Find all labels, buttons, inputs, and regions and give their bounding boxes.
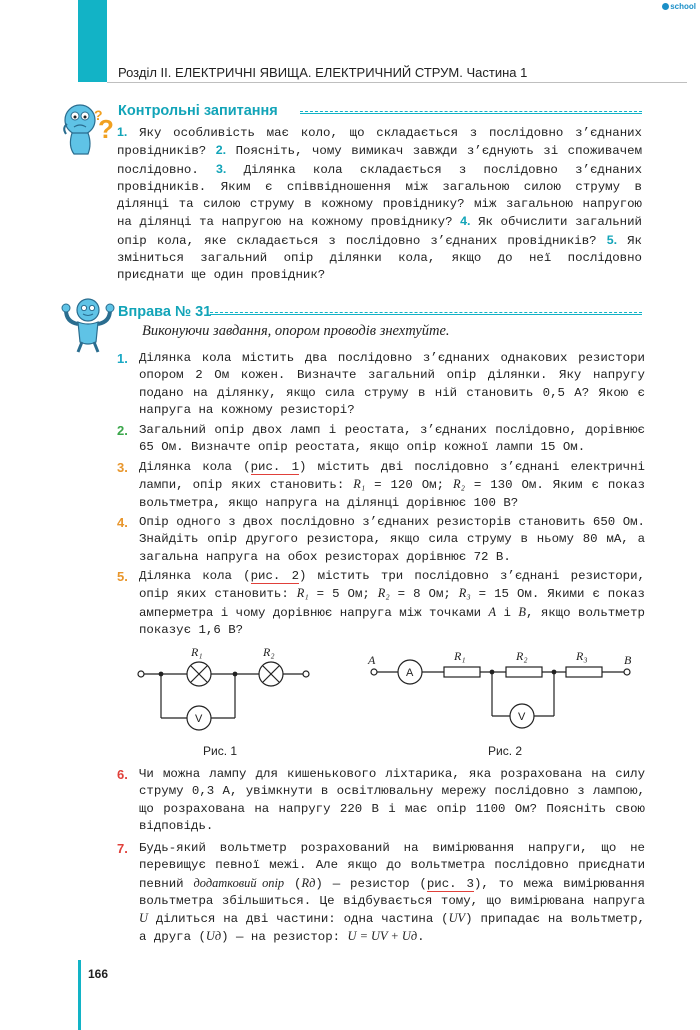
task-4 <box>117 514 645 566</box>
exercise-title: Вправа № 31 <box>118 304 212 320</box>
questions-paragraph <box>117 124 642 285</box>
header-divider <box>107 82 687 83</box>
task-number: 4. <box>117 515 128 530</box>
question-number: 2. <box>215 143 227 158</box>
task-text: Будь-який вольтметр розрахований на вимірювання напруги, що не перевищує певної межі. Але якщо до вольтметра послідовно приєднати певний додатковий опір (Rд) — резистор (рис. 3), то межа вимірювання вольтметра збільшиться. Це відбувається тому, що вимірювана напруга U ділиться на дві частини: одна частина (UV) припадає на вольтметр, а друга (Uд) — на резистор: U = UV + Uд. <box>139 841 645 945</box>
questions-title: Контрольні запитання <box>118 103 278 119</box>
strongman-character-icon <box>60 296 116 354</box>
question-number: 4. <box>460 214 471 229</box>
task-number: 6. <box>117 767 128 782</box>
question-text: Як зміниться загальний опір ділянки кола, якщо до неї послідовно приєднати ще один провідник? <box>117 233 642 283</box>
task-3 <box>117 459 645 512</box>
task-number: 2. <box>117 423 128 438</box>
question-text: Ділянка кола складається з послідовно з’єднаних провідників. Яким є співвідношення між загальною силою струму в ділянці та силою струму в кожному провіднику? між загальною напругою на ділянці та напругою на кожному провіднику? <box>117 162 643 230</box>
task-6 <box>117 766 645 835</box>
task-number: 5. <box>117 569 128 584</box>
top-accent-bar <box>78 0 107 82</box>
brand-logo: school <box>662 2 696 11</box>
running-title: Розділ ІІ. ЕЛЕКТРИЧНІ ЯВИЩА. ЕЛЕКТРИЧНИЙ СТРУМ. Частина 1 <box>118 65 528 80</box>
figure-2-caption: Рис. 2 <box>488 744 523 758</box>
figure-2-circuit <box>366 648 646 738</box>
question-number: 3. <box>216 161 227 176</box>
task-number: 7. <box>117 841 128 856</box>
page-number: 166 <box>88 967 109 981</box>
task-text: Чи можна лампу для кишенькового ліхтарика, яка розрахована на силу струму 0,3 А, увімкнути в освітлювальну мережу послідовно з лампою, що розрахована на напругу 220 В і має опір 1100 Ом? Поясніть свою відповідь. <box>139 767 645 833</box>
questions-title-rule <box>300 111 642 114</box>
task-text: Ділянка кола містить два послідовно з’єднаних однакових резистори опором 2 Ом кожен. Визначте загальний опір ділянки. Яку напругу подано на ділянку, якщо сила струму в ній становить 0,5 А? Якою є напруга на кожному резисторі? <box>139 351 645 417</box>
task-5 <box>117 568 645 639</box>
footer-accent-bar <box>78 960 81 1030</box>
figure-1-caption: Рис. 1 <box>203 744 238 758</box>
fig2-r1-label: R₁ <box>454 649 466 663</box>
task-text: Ділянка кола (рис. 1) містить дві послідовно з’єднані електричні лампи, опір яких становить: R₁ = 120 Ом; R₂ = 130 Ом. Яким є показ вольтметра, якщо напруга на ділянці дорівнює 100 В? <box>139 460 646 510</box>
figure-3-link[interactable]: рис. 3 <box>426 876 474 891</box>
figure-2-link[interactable]: рис. 2 <box>250 569 300 583</box>
fig2-r3-label: R₃ <box>576 649 588 663</box>
task-number: 1. <box>117 351 128 366</box>
fig2-voltmeter-label: V <box>518 711 526 723</box>
task-1 <box>117 350 645 419</box>
fig1-r2-label: R₂ <box>263 645 275 659</box>
thinking-character-icon <box>58 98 116 158</box>
fig1-voltmeter-label: V <box>195 713 203 725</box>
question-text: Поясніть, чому вимикач завжди з’єднують зі споживачем послідовно. <box>117 144 643 177</box>
exercise-title-rule <box>210 312 642 315</box>
figure-1-circuit <box>135 642 315 742</box>
task-number: 3. <box>117 460 128 475</box>
exercise-intro: Виконуючи завдання, опором проводів знехтуйте. <box>142 323 450 339</box>
svg-text:?: ? <box>98 114 114 144</box>
svg-text:?: ? <box>94 107 103 123</box>
fig1-r1-label: R₁ <box>191 645 203 659</box>
fig2-point-b: B <box>624 653 632 667</box>
question-number: 5. <box>606 232 618 247</box>
task-2 <box>117 422 645 457</box>
figure-1-link[interactable]: рис. 1 <box>250 460 300 474</box>
fig2-point-a: A <box>368 653 376 667</box>
fig2-ammeter-label: A <box>406 667 414 679</box>
fig2-r2-label: R₂ <box>516 649 528 663</box>
task-text: Загальний опір двох ламп і реостата, з’єднаних послідовно, дорівнює 65 Ом. Визначте опір реостата, якщо опір кожної лампи 15 Ом. <box>139 423 645 455</box>
question-number: 1. <box>117 125 128 139</box>
question-text: Яку особливість має коло, що складається з послідовно з’єднаних провідників? <box>117 126 642 159</box>
question-text: Як обчислити загальний опір кола, яке складається з послідовно з’єднаних провідників? <box>117 215 642 248</box>
task-text: Ділянка кола (рис. 2) містить три послідовно з’єднані резистори, опір яких становить: R₁ = 5 Ом; R₂ = 8 Ом; R₃ = 15 Ом. Якими є показ амперметра і чому дорівнює напруга між точками A і B, якщо вольтметр показує 1,6 В? <box>139 569 645 637</box>
task-text: Опір одного з двох послідовно з’єднаних резисторів становить 650 Ом. Знайдіть опір другого резистора, якщо сила струму в ньому 80 мА, а загальна напруга на обох резисторах дорівнює 72 В. <box>139 515 645 564</box>
task-7 <box>117 840 645 947</box>
